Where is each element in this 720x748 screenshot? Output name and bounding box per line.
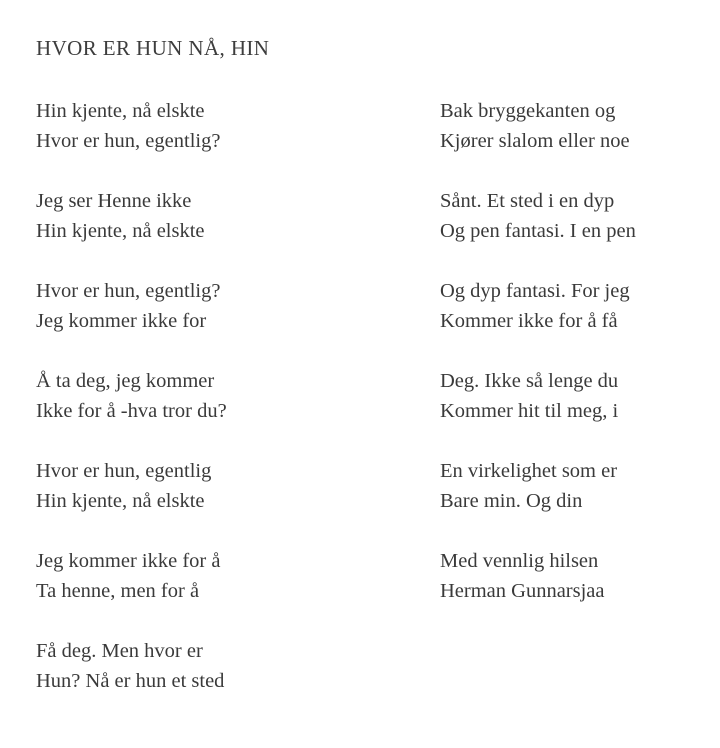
poem-stanza: [36, 546, 416, 606]
poem-line: Ikke for å -hva tror du?: [36, 400, 227, 422]
poem-line: Og dyp fantasi. For jeg: [440, 280, 630, 302]
poem-line: Jeg kommer ikke for: [36, 310, 207, 332]
poem-line: Å ta deg, jeg kommer: [36, 370, 215, 392]
poem-line: En virkelighet som er: [440, 460, 618, 482]
poem-line: Jeg kommer ikke for å: [36, 550, 221, 572]
poem-line: Kjører slalom eller noe: [440, 130, 630, 152]
poem-line: Hvor er hun, egentlig?: [36, 280, 221, 302]
poem-line: Kommer hit til meg, i: [440, 400, 619, 422]
poem-line: Ta henne, men for å: [36, 580, 200, 602]
poem-stanza: [36, 96, 416, 156]
poem-stanza: [440, 456, 712, 516]
poem-line: Og pen fantasi. I en pen: [440, 220, 636, 242]
poem-stanza: [36, 276, 416, 336]
poem-stanza: [440, 276, 712, 336]
poem-line: Hin kjente, nå elskte: [36, 490, 205, 512]
poem-stanza: [36, 366, 416, 426]
poem-stanza: [440, 366, 712, 426]
poem-column-right: [440, 96, 712, 606]
poem-line: Hin kjente, nå elskte: [36, 220, 205, 242]
poem-line: Få deg. Men hvor er: [36, 640, 203, 662]
poem-stanza: [440, 186, 712, 246]
poem-line: Bare min. Og din: [440, 490, 583, 512]
poem-line: Hvor er hun, egentlig: [36, 460, 212, 482]
poem-stanza: [36, 636, 416, 696]
poem-line: Kommer ikke for å få: [440, 310, 618, 332]
poem-line: Jeg ser Henne ikke: [36, 190, 192, 212]
poem-column-left: [36, 96, 416, 696]
poem-stanza: [440, 546, 712, 606]
poem-line: Med vennlig hilsen: [440, 550, 599, 572]
poem-stanza: [36, 456, 416, 516]
poem-stanza: [440, 96, 712, 156]
poem-line: Hun? Nå er hun et sted: [36, 670, 225, 692]
poem-line: Bak bryggekanten og: [440, 100, 616, 122]
poem-line: Hvor er hun, egentlig?: [36, 130, 221, 152]
poem-line: Deg. Ikke så lenge du: [440, 370, 619, 392]
poem-line: Hin kjente, nå elskte: [36, 100, 205, 122]
page-title: HVOR ER HUN NÅ, HIN: [36, 36, 270, 60]
poem-line: Sånt. Et sted i en dyp: [440, 190, 615, 212]
poem-line: Herman Gunnarsjaa: [440, 580, 605, 602]
poem-stanza: [36, 186, 416, 246]
